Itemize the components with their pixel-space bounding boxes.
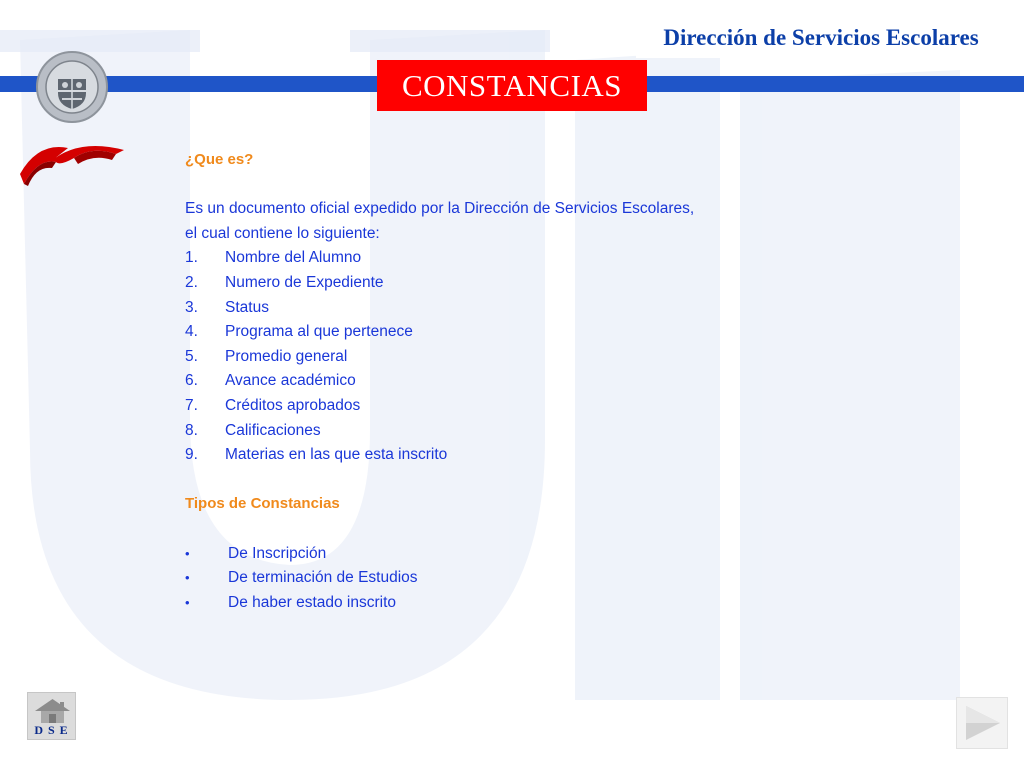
university-seal: [32, 51, 112, 123]
list-item: [185, 345, 805, 370]
list-item-text: Materias en las que esta inscrito: [225, 446, 448, 464]
list-item-text: De terminación de Estudios: [228, 569, 418, 587]
list-item: [185, 296, 805, 321]
org-name: Dirección de Servicios Escolares: [636, 18, 1006, 58]
list-item-number: 5.: [185, 347, 198, 365]
home-button[interactable]: [27, 692, 76, 740]
intro-text-line: el cual contiene lo siguiente:: [185, 224, 380, 242]
list-item: [185, 566, 805, 591]
list-item: [185, 443, 805, 468]
slide-content: [185, 148, 805, 615]
list-item: [185, 591, 805, 616]
numbered-list: [185, 246, 805, 467]
list-item-number: 4.: [185, 323, 198, 341]
bullet-icon: •: [185, 594, 190, 610]
list-item-text: Avance académico: [225, 372, 356, 390]
bullet-icon: •: [185, 545, 190, 561]
list-item-number: 2.: [185, 273, 198, 291]
red-ribbon-decoration: [16, 132, 128, 190]
list-item: [185, 369, 805, 394]
list-item-text: De haber estado inscrito: [228, 593, 397, 611]
list-item: [185, 271, 805, 296]
play-arrow-icon: [962, 704, 1002, 742]
list-item-text: Créditos aprobados: [225, 396, 361, 414]
list-item-number: 3.: [185, 298, 198, 316]
list-item-number: 9.: [185, 446, 198, 464]
list-item-text: Calificaciones: [225, 421, 321, 439]
list-item-text: De Inscripción: [228, 544, 327, 562]
list-item: [185, 246, 805, 271]
list-item-text: Numero de Expediente: [225, 273, 384, 291]
list-item: [185, 394, 805, 419]
list-item: [185, 320, 805, 345]
section-heading-tipos: Tipos de Constancias: [185, 495, 340, 513]
slide-title: CONSTANCIAS: [377, 60, 647, 111]
intro-text-line: Es un documento oficial expedido por la Dirección de Servicios Escolares,: [185, 200, 695, 218]
list-item-text: Promedio general: [225, 347, 348, 365]
list-item-number: 1.: [185, 249, 198, 267]
list-item-text: Status: [225, 298, 269, 316]
list-item-number: 6.: [185, 372, 198, 390]
list-item-number: 8.: [185, 421, 198, 439]
list-item: [185, 419, 805, 444]
section-heading-que-es: ¿Que es?: [185, 151, 254, 168]
list-item-number: 7.: [185, 396, 198, 414]
list-item-text: Programa al que pertenece: [225, 323, 413, 341]
house-icon: [32, 697, 73, 723]
bullet-list: [185, 542, 805, 616]
bullet-icon: •: [185, 570, 190, 586]
next-slide-button[interactable]: [956, 697, 1008, 749]
list-item-text: Nombre del Alumno: [225, 249, 362, 267]
home-button-label: D S E: [34, 723, 69, 737]
list-item: [185, 542, 805, 567]
